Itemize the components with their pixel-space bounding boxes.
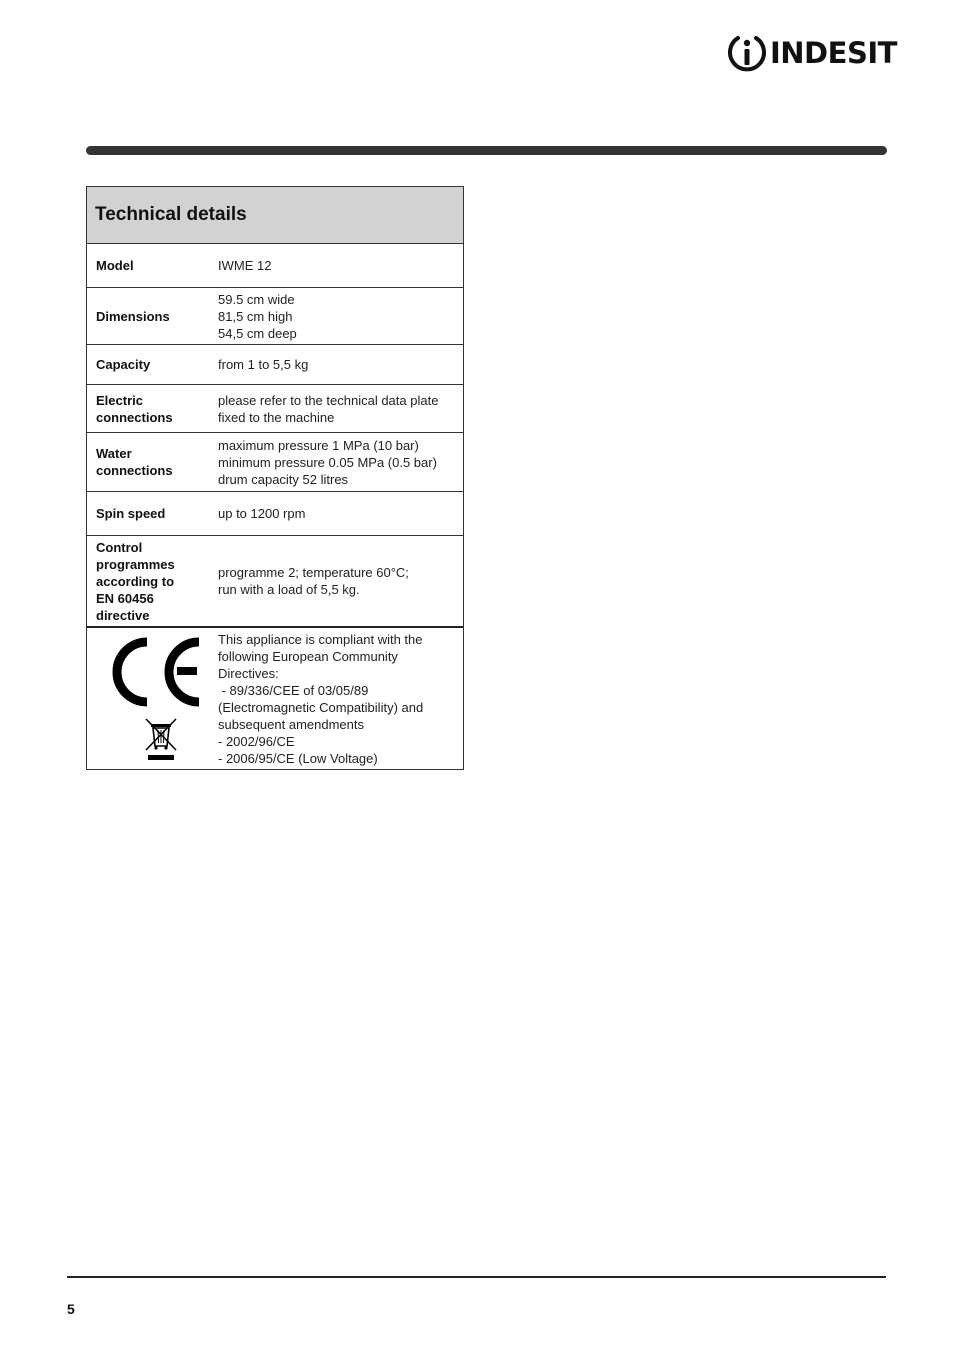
value-line: - 89/336/CEE of 03/05/89 (218, 683, 369, 698)
row-key (87, 445, 218, 479)
row-value (218, 291, 463, 342)
value-line: maximum pressure 1 MPa (10 bar) (218, 437, 419, 453)
page-number: 5 (67, 1301, 75, 1317)
value-line: please refer to the technical data plate (218, 392, 439, 408)
table-header (87, 187, 463, 244)
row-value (218, 257, 463, 274)
row-value (218, 564, 463, 598)
key-line: Control (96, 539, 143, 555)
key-line: connections (96, 463, 173, 478)
value-line: following European Community (218, 649, 398, 664)
compliance-icons (87, 628, 218, 769)
weee-crossed-bin-icon (143, 716, 179, 762)
value-line: from 1 to 5,5 kg (218, 357, 309, 372)
value-line: Directives: (218, 666, 279, 681)
indesit-i-icon (726, 32, 768, 74)
key-line: Water (96, 446, 132, 461)
table-title: Technical details (95, 204, 247, 225)
footer-rule (67, 1276, 886, 1278)
row-key: Spin speed (96, 506, 166, 521)
indesit-logo (726, 32, 897, 74)
table-row (87, 536, 463, 628)
row-key (87, 539, 218, 624)
value-line: minimum pressure 0.05 MPa (0.5 bar) (218, 454, 437, 470)
technical-details-table (86, 186, 464, 770)
key-line: according to (96, 573, 175, 589)
value-line: - 2002/96/CE (218, 734, 295, 749)
value-line: up to 1200 rpm (218, 506, 306, 521)
table-row (87, 385, 463, 433)
value-line: subsequent amendments (218, 717, 364, 732)
value-line: programme 2; temperature 60°C; (218, 565, 409, 580)
table-row (87, 492, 463, 536)
ce-mark-icon (107, 636, 203, 708)
row-value (218, 437, 463, 488)
key-line: connections (96, 409, 173, 425)
brand-name: INDESIT (770, 36, 897, 70)
value-line: run with a load of 5,5 kg. (218, 582, 360, 597)
value-line: fixed to the machine (218, 409, 335, 425)
value-line: - 2006/95/CE (Low Voltage) (218, 751, 378, 766)
row-key: Dimensions (96, 308, 170, 324)
value-line: 54,5 cm deep (218, 325, 297, 341)
table-row (87, 433, 463, 492)
key-line: directive (96, 607, 150, 623)
value-line: drum capacity 52 litres (218, 471, 349, 487)
value-line: 81,5 cm high (218, 308, 293, 324)
row-key (87, 392, 218, 426)
row-key: Model (96, 258, 134, 273)
value-line: 59.5 cm wide (218, 291, 295, 307)
row-value (218, 505, 463, 522)
header-rule (86, 146, 887, 155)
key-line: Electric (96, 392, 143, 408)
table-row (87, 345, 463, 385)
value-line: (Electromagnetic Compatibility) and (218, 700, 424, 715)
row-key: Capacity (96, 357, 151, 372)
compliance-text (218, 628, 463, 767)
row-value (218, 392, 463, 426)
key-line: EN 60456 (96, 590, 154, 606)
key-line: programmes (96, 556, 175, 572)
value-line: This appliance is compliant with the (218, 632, 423, 647)
row-value (218, 356, 463, 373)
table-row (87, 288, 463, 345)
compliance-row (87, 628, 463, 769)
table-row (87, 244, 463, 288)
value-line: IWME 12 (218, 258, 272, 273)
